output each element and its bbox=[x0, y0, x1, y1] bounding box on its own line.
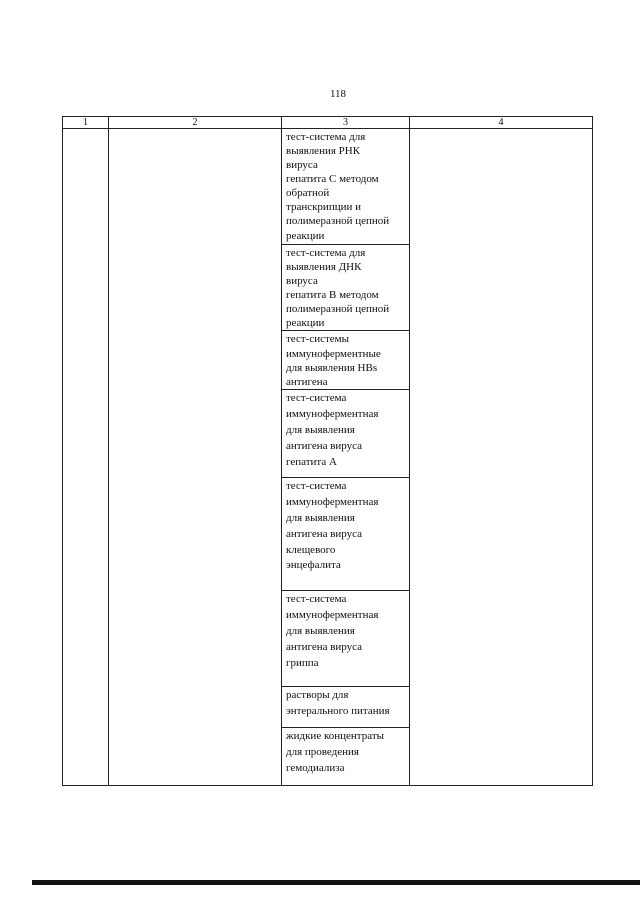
bottom-rule bbox=[32, 880, 640, 885]
product-cell bbox=[282, 331, 410, 389]
page-number: 118 bbox=[329, 88, 347, 100]
column-header-1: 1 bbox=[63, 117, 109, 129]
product-text: тест-система иммуноферментная для выявления антигена вируса гриппа bbox=[286, 592, 379, 669]
product-text: тест-система иммуноферментная для выявления антигена вируса гепатита А bbox=[286, 391, 379, 468]
product-cell bbox=[282, 727, 410, 785]
product-cell bbox=[282, 245, 410, 331]
column-4-cell bbox=[410, 129, 593, 786]
product-cell bbox=[282, 477, 410, 590]
product-text: тест-система иммуноферментная для выявления антигена вируса клещевого энцефалита bbox=[286, 479, 379, 572]
product-text: тест-система для выявления ДНК вируса гепатита В методом полимеразной цепной реакции bbox=[286, 247, 390, 330]
column-header-2: 2 bbox=[109, 117, 282, 129]
product-cell bbox=[282, 129, 410, 245]
product-cell bbox=[282, 590, 410, 686]
product-cell bbox=[282, 686, 410, 727]
column-2-cell bbox=[109, 129, 282, 786]
product-text: тест-система для выявления РНК вируса гепатита С методом обратной транскрипции и полимеразной цепной реакции bbox=[286, 131, 390, 242]
table-header-row bbox=[63, 117, 593, 129]
product-text: тест-системы иммуноферментные для выявления HBs антигена bbox=[286, 333, 381, 388]
product-text: жидкие концентраты для проведения гемодиализа bbox=[286, 729, 385, 774]
product-text: растворы для энтерального питания bbox=[286, 688, 390, 717]
table-row bbox=[63, 129, 593, 245]
column-header-4: 4 bbox=[410, 117, 593, 129]
product-cell bbox=[282, 389, 410, 477]
column-1-cell bbox=[63, 129, 109, 786]
column-header-3: 3 bbox=[282, 117, 410, 129]
document-table bbox=[62, 116, 592, 786]
